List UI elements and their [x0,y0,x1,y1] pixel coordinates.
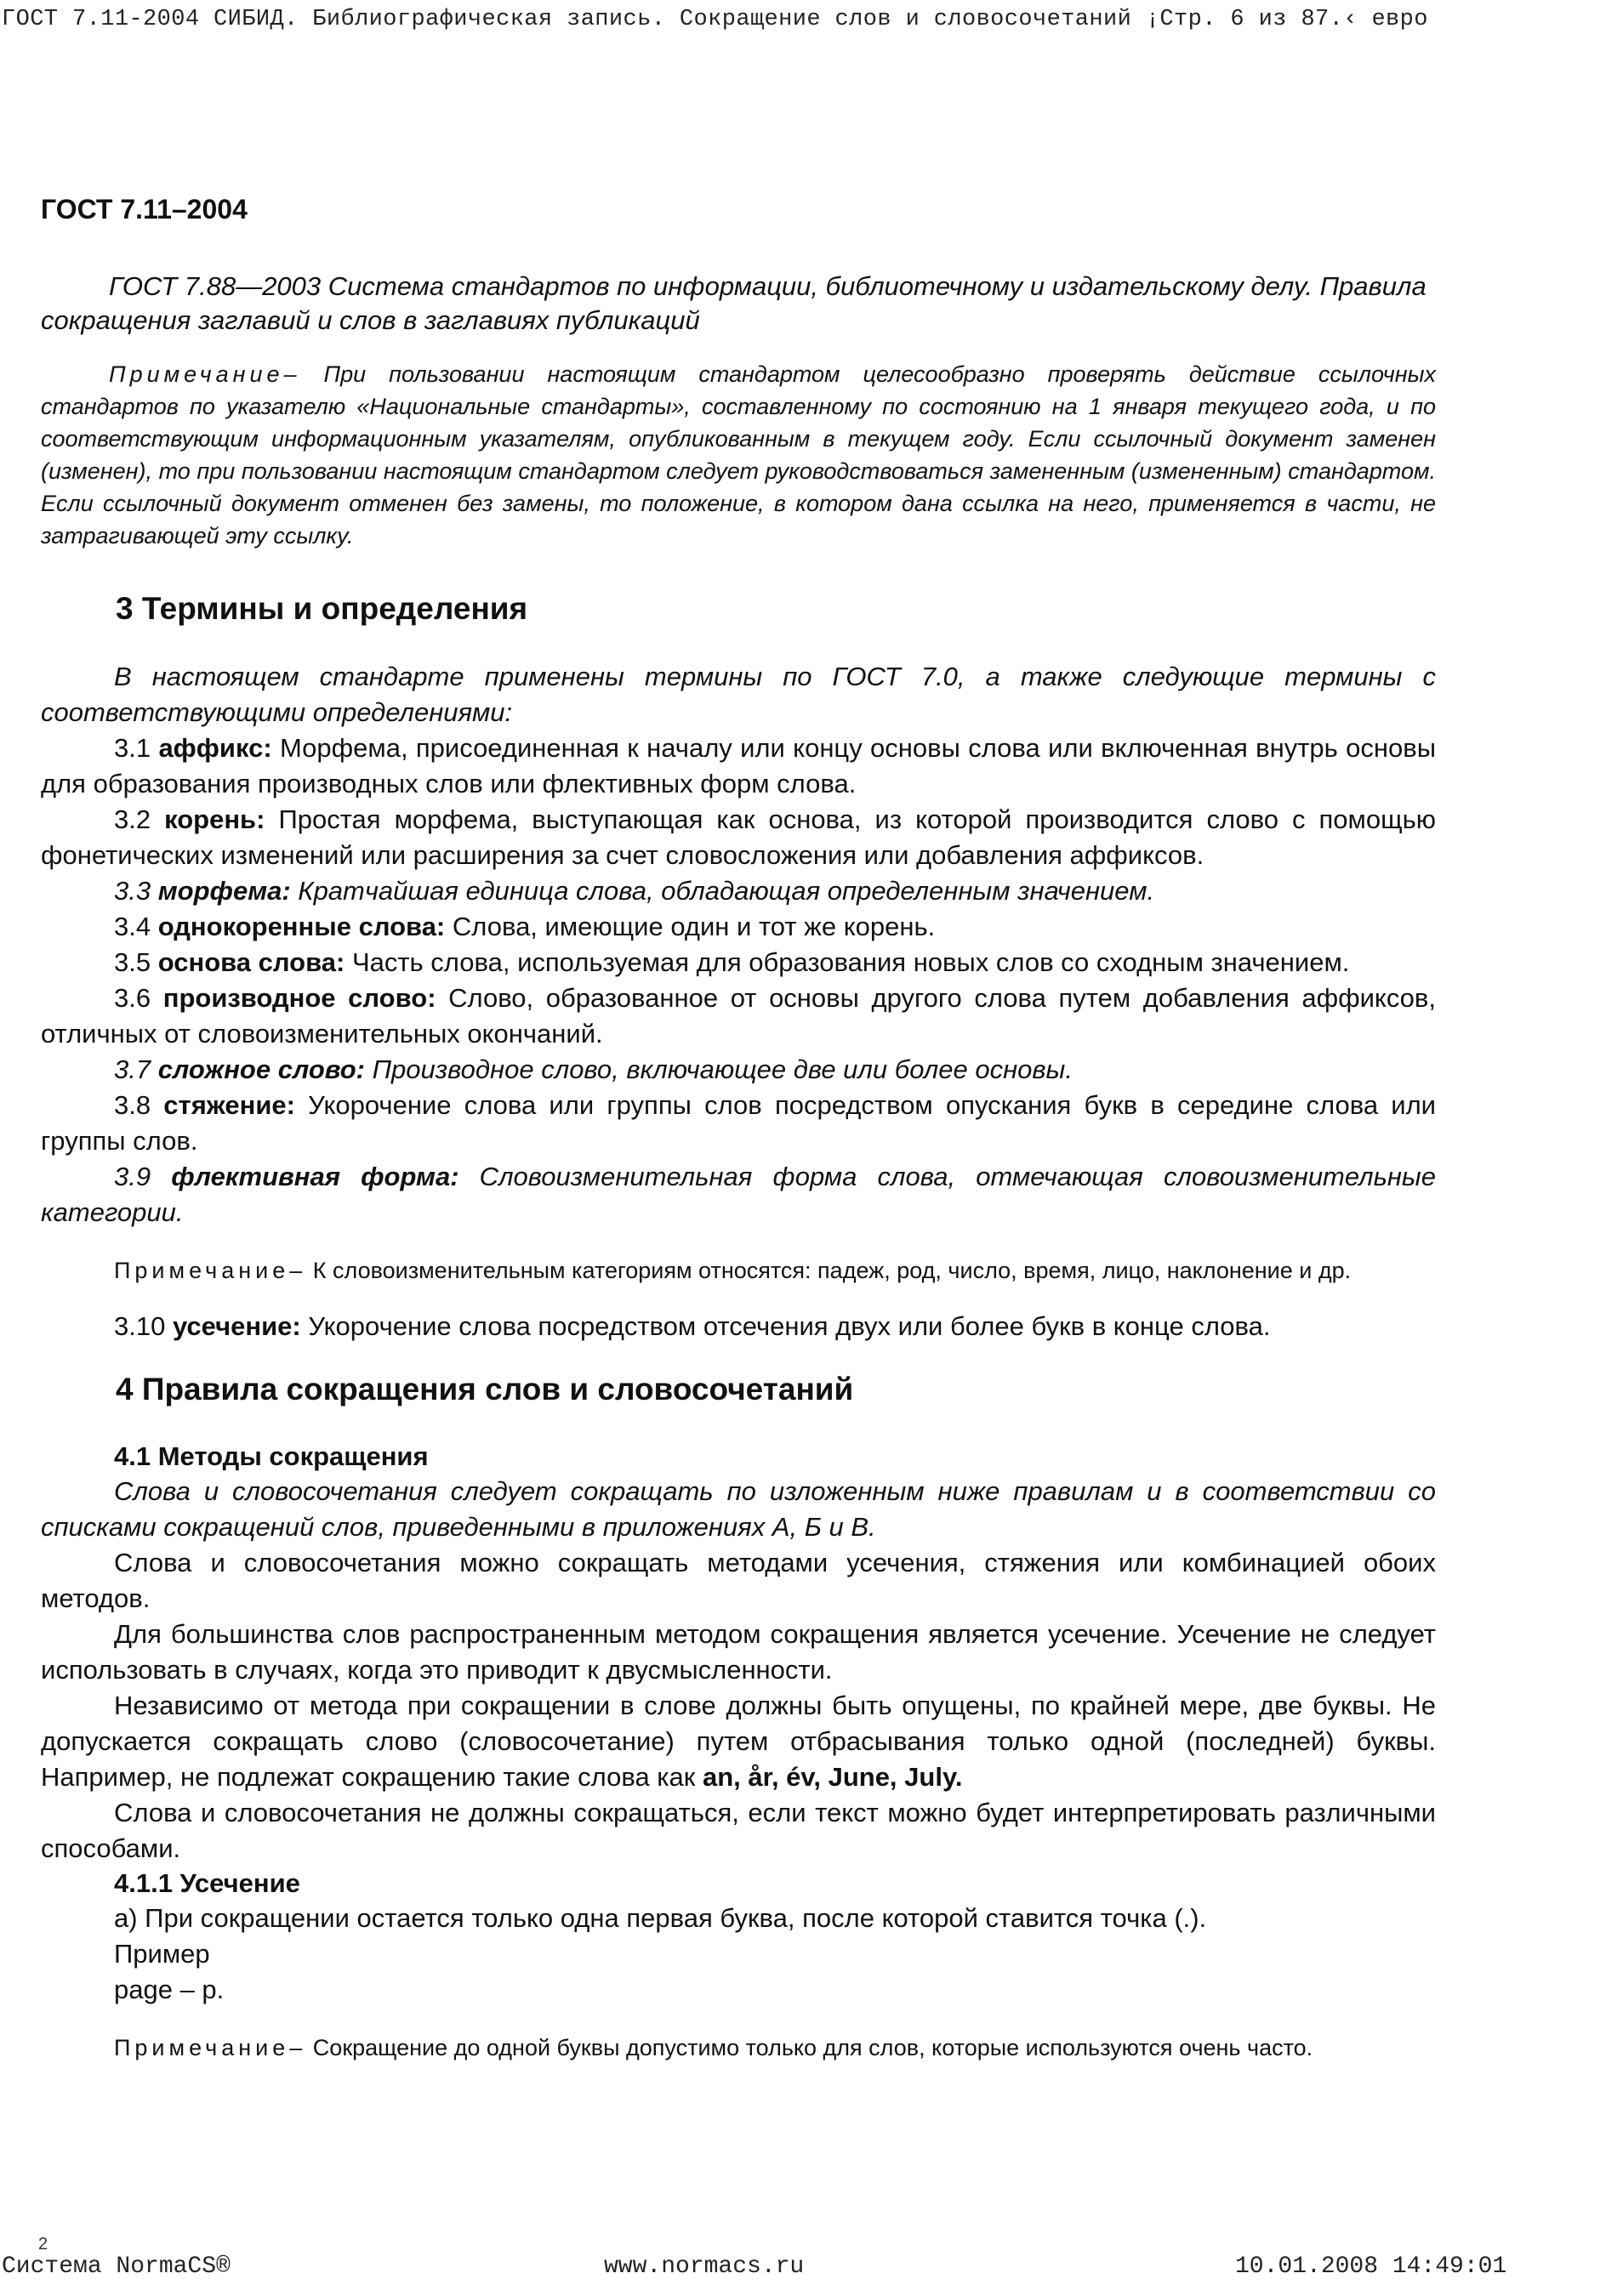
item-a: а) При сокращении остается только одна первая буква, после которой ставится точка (.). [114,1903,1207,1933]
section-3-intro: В настоящем стандарте применены термины по ГОСТ 7.0, а также следующие термины с соответствующими определениями: [41,662,1436,727]
term-3-9 [41,1159,1436,1230]
note-text: Сокращение до одной буквы допустимо только для слов, которые используются очень часто. [306,2035,1313,2060]
term-definition: Часть слова, используемая для образования новых слов со сходным значением. [345,947,1350,977]
term-name: флективная форма: [171,1162,459,1191]
term-3-5 [41,945,1436,980]
term-definition: Кратчайшая единица слова, обладающая определенным значением. [290,876,1155,906]
term-3-4 [41,909,1436,945]
paragraph-4-1-2: Слова и словосочетания можно сокращать методами усечения, стяжения или комбинацией обоих методов. [41,1548,1436,1613]
term-3-6 [41,980,1436,1052]
section-3-heading: 3 Термины и определения [116,591,528,626]
example-label: Пример [114,1939,210,1969]
paragraph-4-1-3: Для большинства слов распространенным методом сокращения является усечение. Усечение не следует использовать в случаях, когда это приводит к двусмысленности. [41,1619,1436,1685]
term-name: основа слова: [157,947,345,977]
normative-reference: ГОСТ 7.88—2003 Система стандартов по информации, библиотечному и издательскому делу. Правила сокращения заглавий и слов в заглавиях публикаций [41,271,1427,335]
term-number: 3.1 [114,733,159,763]
term-name: сложное слово: [157,1054,365,1084]
term-number: 3.5 [114,947,158,977]
subsection-4-1-heading: 4.1 Методы сокращения [114,1441,429,1471]
term-number: 3.9 [114,1162,172,1191]
term-definition: Производное слово, включающее две или более основы. [364,1054,1073,1084]
note-label: Примечание– [109,361,301,387]
paragraph-4-1-4 [41,1688,1436,1795]
term-number: 3.3 [114,876,158,906]
term-number: 3.2 [114,804,165,834]
note-text: При пользовании настоящим стандартом целесообразно проверять действие ссылочных стандартов по указателю «Национальные стандарты», составленному по состоянию на 1 января текущего года, и по соответствующим информационным указателям, опубликованным в текущем году. Если ссылочный документ заменен (изменен), то при пользовании настоящим стандартом следует руководствоваться замененным (измененным) стандартом. Если ссылочный документ отменен без замены, то положение, в котором дана ссылка на него, применяется в части, не затрагивающей эту ссылку. [41,361,1436,548]
document-title-bar: ГОСТ 7.11-2004 СИБИД. Библиографическая запись. Сокращение слов и словосочетаний ¡Стр. 6 из 87.‹ евро [2,7,1428,32]
note-label: Примечание– [114,1258,307,1283]
term-3-1 [41,730,1436,802]
footer [0,2253,1623,2287]
term-name: аффикс: [158,733,272,763]
paragraph-4-1-5: Слова и словосочетания не должны сокращаться, если текст можно будет интерпретировать различными способами. [41,1798,1436,1863]
term-3-8 [41,1088,1436,1159]
term-3-10 [41,1309,1436,1344]
term-name: морфема: [157,876,291,906]
example-text: page – p. [114,1975,225,2004]
paragraph-text: Независимо от метода при сокращении в слове должны быть опущены, по крайней мере, две буквы. Не допускается сокращать слово (словосочетание) путем отбрасывания только одной (последней) буквы. Например, не подлежат сокращению такие слова как [41,1691,1436,1792]
term-name: корень: [164,804,265,834]
term-definition: Укорочение слова или группы слов посредством опускания букв в середине слова или группы слов. [41,1090,1436,1156]
note-label: Примечание– [114,2035,307,2060]
term-name: усечение: [172,1311,301,1341]
term-number: 3.10 [114,1311,173,1341]
term-definition: Простая морфема, выступающая как основа, из которой производится слово с помощью фонетических изменений или расширения за счет словосложения или добавления аффиксов. [41,804,1436,870]
section-3-note [41,1253,1436,1288]
page-content [41,194,1436,2086]
term-number: 3.7 [114,1054,158,1084]
term-3-3 [41,873,1436,909]
document-code: ГОСТ 7.11–2004 [41,194,248,224]
page-number: 2 [38,2235,48,2253]
footer-timestamp: 10.01.2008 14:49:01 [1235,2253,1507,2280]
term-definition: Укорочение слова посредством отсечения двух или более букв в конце слова. [300,1311,1271,1341]
note-text: К словоизменительным категориям относятся: падеж, род, число, время, лицо, наклонение и др. [306,1258,1352,1283]
term-definition: Словоизменительная форма слова, отмечающая словоизменительные категории. [41,1162,1436,1227]
term-3-2 [41,802,1436,873]
subsection-4-1-1-heading: 4.1.1 Усечение [114,1868,300,1898]
section-4-note [41,2030,1436,2066]
paragraph-4-1-1: Слова и словосочетания следует сокращать по изложенным ниже правилам и в соответствии со списками сокращений слов, приведенными в приложениях А, Б и В. [41,1476,1436,1542]
term-definition: Слова, имеющие один и тот же корень. [445,912,936,941]
note-top [41,358,1436,552]
term-name: однокоренные слова: [157,912,446,941]
section-4-heading: 4 Правила сокращения слов и словосочетаний [116,1372,854,1407]
term-name: стяжение: [163,1090,295,1120]
term-number: 3.8 [114,1090,164,1120]
example-words: an, år, év, June, July. [702,1762,963,1792]
term-number: 3.6 [114,983,163,1013]
term-3-7 [41,1052,1436,1088]
footer-website-link[interactable]: www.normacs.ru [604,2253,805,2280]
term-definition: Слово, образованное от основы другого слова путем добавления аффиксов, отличных от словоизменительных окончаний. [41,983,1436,1049]
footer-system: Система NormaCS® [2,2253,231,2280]
term-name: производное слово: [162,983,436,1013]
term-definition: Морфема, присоединенная к началу или концу основы слова или включенная внутрь основы для образования производных слов или флективных форм слова. [41,733,1436,798]
term-number: 3.4 [114,912,158,941]
